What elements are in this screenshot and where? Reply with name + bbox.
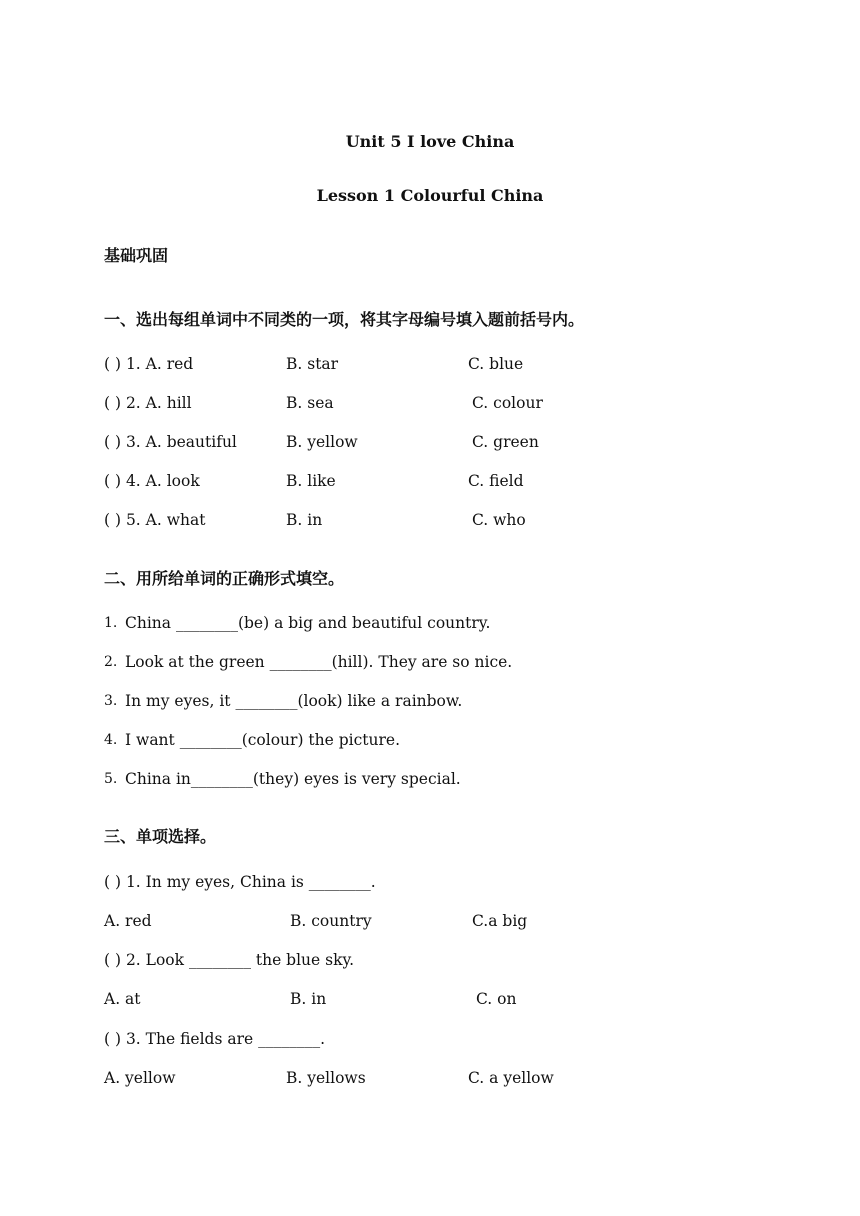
part3-item-2-question: ( ) 2. Look ________ the blue sky. xyxy=(104,951,355,969)
part3-heading: 三、单项选择。 xyxy=(104,827,217,846)
part1-item-3-option-b: B. yellow xyxy=(286,433,358,451)
unit-title: Unit 5 I love China xyxy=(345,132,515,151)
part3-item-1-question: ( ) 1. In my eyes, China is ________. xyxy=(104,873,376,891)
part2-item-1-number: 1. xyxy=(104,615,118,631)
part2-item-3-number: 3. xyxy=(104,693,118,709)
part1-item-3-question: ( ) 3. A. beautiful xyxy=(104,433,237,451)
part1-item-5-question: ( ) 5. A. what xyxy=(104,511,206,529)
part3-item-3-option-a: A. yellow xyxy=(104,1069,176,1087)
part2-item-5-number: 5. xyxy=(104,771,118,787)
part1-item-2-option-b: B. sea xyxy=(286,394,334,412)
part2-heading: 二、用所给单词的正确形式填空。 xyxy=(104,569,345,588)
part3-item-2-option-c: C. on xyxy=(476,990,517,1008)
part2-item-5-text: China in________(they) eyes is very special. xyxy=(125,770,461,788)
part1-item-1-option-b: B. star xyxy=(286,355,339,373)
part2-item-3-text: In my eyes, it ________(look) like a rainbow. xyxy=(125,692,463,710)
part1-item-4-option-b: B. like xyxy=(286,472,336,490)
part3-item-3-question: ( ) 3. The fields are ________. xyxy=(104,1030,326,1048)
part3-item-3-option-c: C. a yellow xyxy=(468,1069,554,1087)
part2-item-2-text: Look at the green ________(hill). They are so nice. xyxy=(125,653,513,671)
part1-item-1-question: ( ) 1. A. red xyxy=(104,355,194,373)
part2-item-4-number: 4. xyxy=(104,732,118,748)
part2-item-4-text: I want ________(colour) the picture. xyxy=(125,731,401,749)
part1-item-2-question: ( ) 2. A. hill xyxy=(104,394,192,412)
part3-item-1-option-c: C.a big xyxy=(472,912,528,930)
part3-item-2-option-a: A. at xyxy=(104,990,141,1008)
part3-item-2-option-b: B. in xyxy=(290,990,327,1008)
part1-item-4-question: ( ) 4. A. look xyxy=(104,472,200,490)
part1-heading: 一、选出每组单词中不同类的一项，将其字母编号填入题前括号内。 xyxy=(104,310,585,329)
part3-item-1-option-a: A. red xyxy=(104,912,152,930)
part2-item-1-text: China ________(be) a big and beautiful country. xyxy=(125,614,491,632)
part1-item-3-option-c: C. green xyxy=(472,433,539,451)
part1-item-2-option-c: C. colour xyxy=(472,394,543,412)
section-heading-basics: 基础巩固 xyxy=(104,246,169,265)
lesson-title: Lesson 1 Colourful China xyxy=(316,186,544,205)
part3-item-1-option-b: B. country xyxy=(290,912,372,930)
part2-item-2-number: 2. xyxy=(104,654,118,670)
part1-item-4-option-c: C. field xyxy=(468,472,524,490)
part3-item-3-option-b: B. yellows xyxy=(286,1069,366,1087)
part1-item-5-option-c: C. who xyxy=(472,511,526,529)
part1-item-5-option-b: B. in xyxy=(286,511,323,529)
part1-item-1-option-c: C. blue xyxy=(468,355,524,373)
